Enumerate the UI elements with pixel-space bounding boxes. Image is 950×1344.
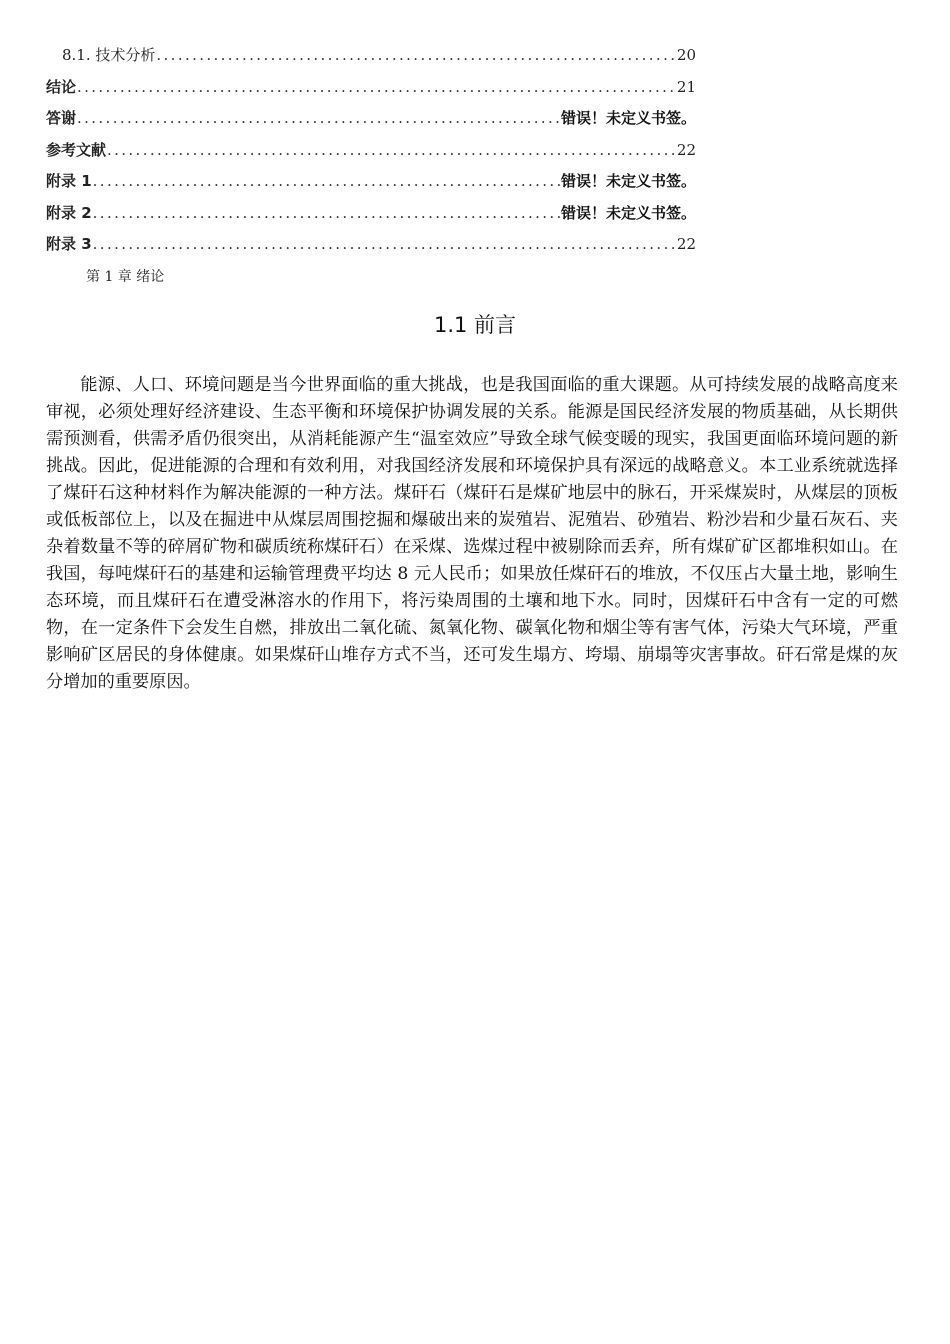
- toc-entry-label: 附录 3: [46, 235, 92, 253]
- toc-entry-page: 22: [676, 140, 696, 159]
- toc-leader-dots: [93, 204, 560, 222]
- toc-entry-label: 附录 1: [46, 172, 92, 190]
- toc-entry[interactable]: [46, 107, 696, 139]
- toc-entry-label: 参考文献: [46, 140, 107, 159]
- toc-leader-dots: [77, 78, 676, 96]
- toc-entry[interactable]: [46, 233, 696, 265]
- toc-entry-page: 20: [676, 46, 696, 64]
- section-title: 1.1 前言: [433, 313, 517, 337]
- toc-leader-dots: [77, 109, 560, 127]
- toc-leader-dots: [93, 172, 560, 190]
- toc-leader-dots: [156, 46, 676, 64]
- toc-entry-label: 结论: [46, 77, 77, 96]
- toc-entry[interactable]: [46, 76, 696, 108]
- toc-entry-page: 21: [676, 77, 696, 96]
- toc-entry-label: 8.1. 技术分析: [62, 46, 156, 64]
- toc-leader-dots: [107, 141, 676, 159]
- toc-leader-dots: [93, 235, 676, 253]
- table-of-contents: [46, 44, 696, 265]
- toc-entry[interactable]: [46, 44, 696, 76]
- toc-entry-page: 22: [676, 235, 696, 253]
- toc-entry-page-error: 错误！未定义书签。: [560, 203, 696, 222]
- toc-entry-page-error: 错误！未定义书签。: [560, 172, 696, 190]
- body-paragraph: 能源、人口、环境问题是当今世界面临的重大挑战，也是我国面临的重大课题。从可持续发展的战略高度来审视，必须处理好经济建设、生态平衡和环境保护协调发展的关系。能源是国民经济发展的物质基础，从长期供需预测看，供需矛盾仍很突出，从消耗能源产生“温室效应”导致全球气候变暖的现实，我国更面临环境问题的新挑战。因此，促进能源的合理和有效利用，对我国经济发展和环境保护具有深远的战略意义。本工业系统就选择了煤矸石这种材料作为解决能源的一种方法。煤矸石（煤矸石是煤矿地层中的脉石，开采煤炭时，从煤层的顶板或低板部位上，以及在掘进中从煤层周围挖掘和爆破出来的炭殖岩、泥殖岩、砂殖岩、粉沙岩和少量石灰石、夹杂着数量不等的碎屑矿物和碳质统称煤矸石）在采煤、选煤过程中被剔除而丢弃，所有煤矿矿区都堆积如山。在我国，每吨煤矸石的基建和运输管理费平均达 8 元人民币；如果放任煤矸石的堆放，不仅压占大量土地，影响生态环境，而且煤矸石在遭受淋溶水的作用下，将污染周围的土壤和地下水。同时，因煤矸石中含有一定的可燃物，在一定条件下会发生自燃，排放出二氧化硫、氮氧化物、碳氧化物和烟尘等有害气体，污染大气环境，严重影响矿区居民的身体健康。如果煤矸山堆存方式不当，还可发生塌方、垮塌、崩塌等灾害事故。矸石常是煤的灰分增加的重要原因。: [46, 375, 898, 692]
- toc-entry-label: 答谢: [46, 109, 77, 127]
- toc-entry-page-error: 错误！未定义书签。: [560, 109, 696, 127]
- chapter-heading: 第 1 章 绪论: [86, 269, 165, 285]
- toc-entry[interactable]: [46, 202, 696, 234]
- toc-entry[interactable]: [46, 139, 696, 171]
- toc-entry-label: 附录 2: [46, 203, 92, 222]
- toc-entry[interactable]: [46, 170, 696, 202]
